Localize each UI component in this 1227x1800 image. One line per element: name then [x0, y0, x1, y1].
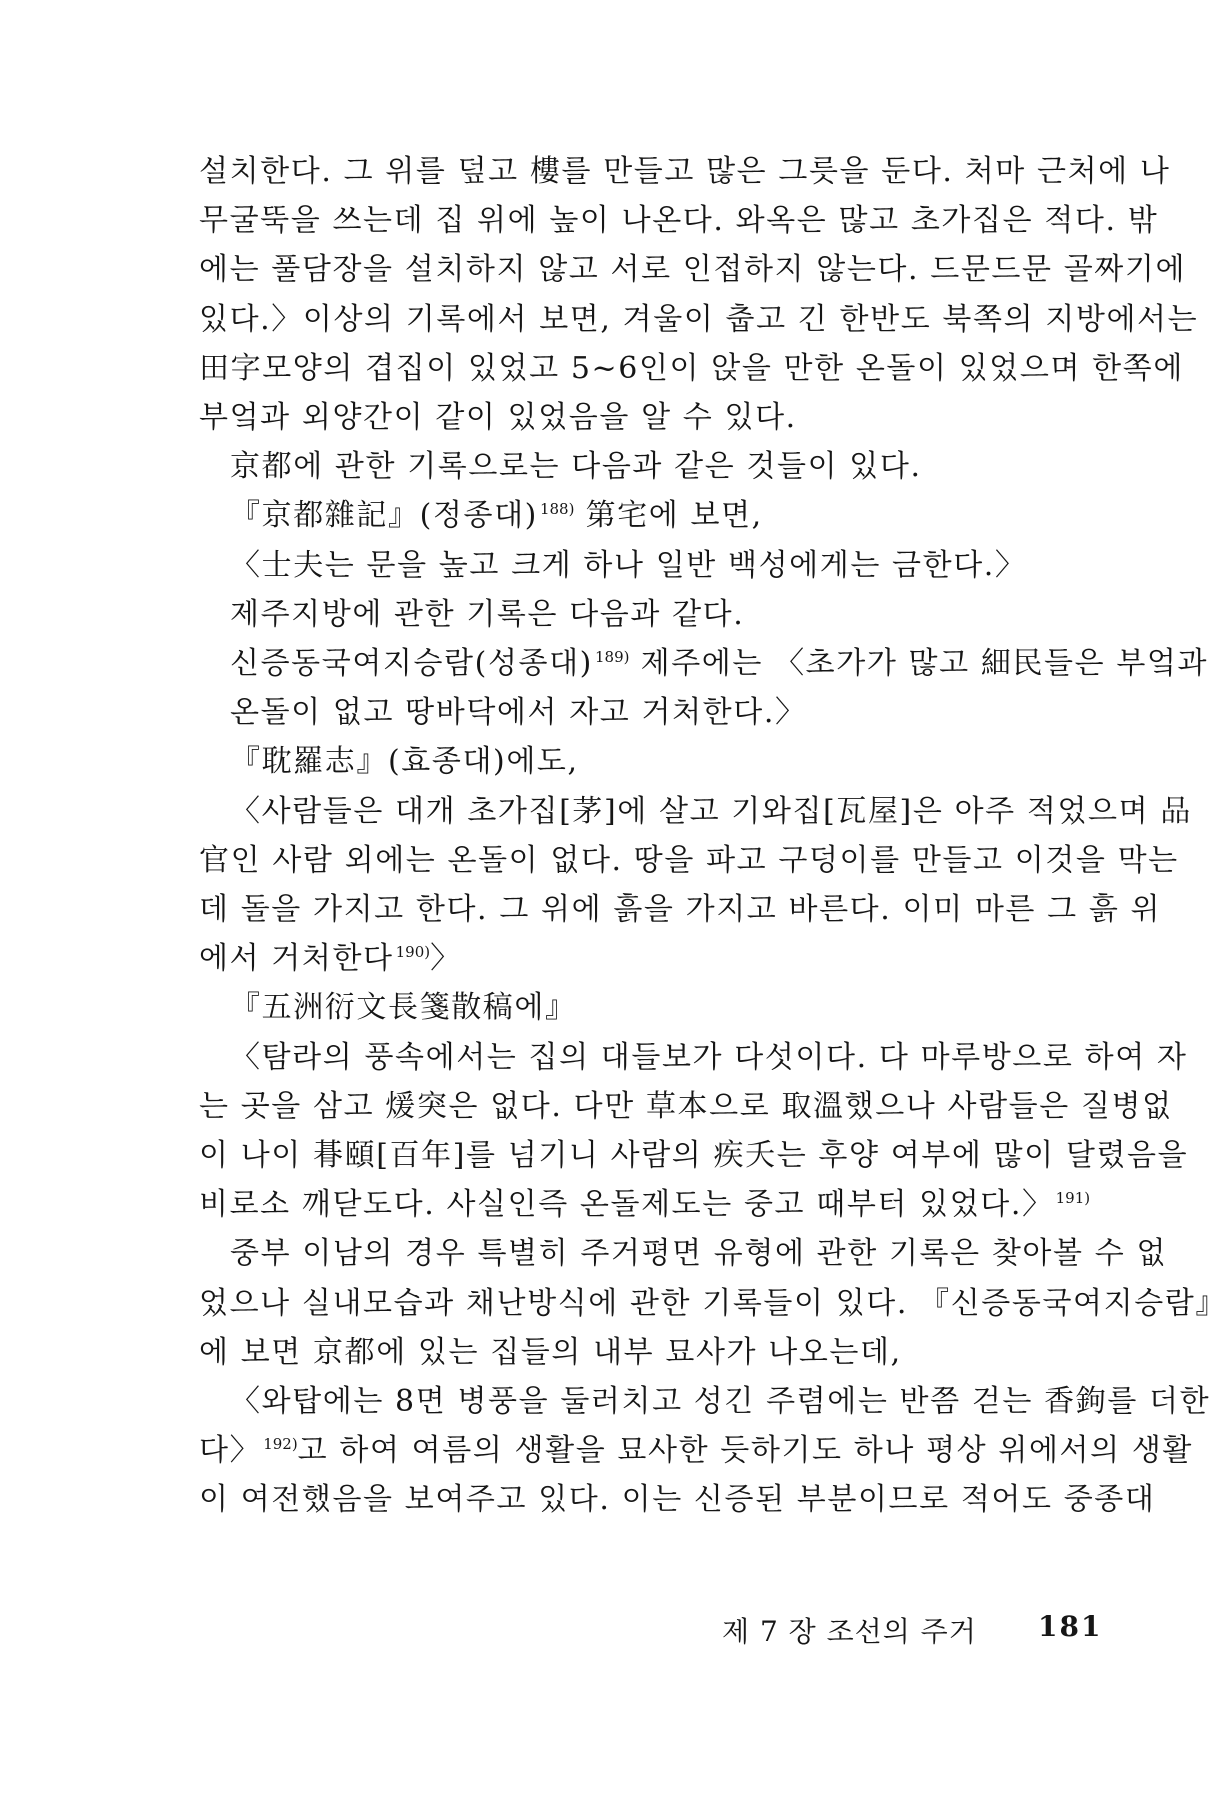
text-line: 이 여전했음을 보여주고 있다. 이는 신증된 부분이므로 적어도 중종대 [199, 1482, 1156, 1518]
body-text [199, 147, 1227, 1525]
text-line: 무굴뚝을 쓰는데 집 위에 높이 나온다. 와옥은 많고 초가집은 적다. 밖 [199, 203, 1159, 239]
text-line: 다〉 $^{192)}$고 하여 여름의 생활을 묘사한 듯하기도 하나 평상 위에서의 생활 [199, 1433, 1193, 1469]
text-line: 田字모양의 겹집이 있었고 5~6인이 앉을 만한 온돌이 있었으며 한쪽에 [199, 350, 1184, 386]
page-footer [722, 1610, 1103, 1650]
text-line: 에 보면 京都에 있는 집들의 내부 묘사가 나오는데, [199, 1334, 902, 1370]
text-line: 〈와탑에는 8면 병풍을 둘러치고 성긴 주렴에는 반쯤 걷는 香鉤를 더한 [230, 1384, 1211, 1420]
text-line: 온돌이 없고 땅바닥에서 자고 거처한다.〉 [230, 695, 807, 731]
footnote-ref: 188) [539, 500, 575, 519]
text-line: 에서 거처한다 $^{190)}$〉 [199, 941, 462, 977]
text-line: 중부 이남의 경우 특별히 주거평면 유형에 관한 기록은 찾아볼 수 없 [230, 1236, 1168, 1272]
text-line: 『京都雜記』(정종대) $^{188)}$ 第宅에 보면, [230, 498, 763, 534]
text-line: 었으나 실내모습과 채난방식에 관한 기록들이 있다. 『신증동국여지승람』 [199, 1285, 1227, 1321]
text-line: 『五洲衍文長箋散稿에』 [230, 990, 577, 1026]
text-line: 官인 사람 외에는 온돌이 없다. 땅을 파고 구덩이를 만들고 이것을 막는 [199, 842, 1179, 878]
text-line: 〈탐라의 풍속에서는 집의 대들보가 다섯이다. 다 마루방으로 하여 자 [230, 1039, 1188, 1075]
text-line: 있다.〉이상의 기록에서 보면, 겨울이 춥고 긴 한반도 북쪽의 지방에서는 [199, 301, 1199, 337]
text-line: 설치한다. 그 위를 덮고 樓를 만들고 많은 그릇을 둔다. 처마 근처에 나 [199, 154, 1171, 189]
text-line: 비로소 깨닫도다. 사실인즉 온돌제도는 중고 때부터 있었다.〉 $^{191)}$ [199, 1187, 1091, 1223]
text-line: 제주지방에 관한 기록은 다음과 같다. [230, 596, 745, 632]
text-line: 〈士夫는 문을 높고 크게 하나 일반 백성에게는 금한다.〉 [230, 547, 1027, 583]
text-line: 에는 풀담장을 설치하지 않고 서로 인접하지 않는다. 드문드문 골짜기에 [199, 252, 1187, 288]
text-line: 京都에 관한 기록으로는 다음과 같은 것들이 있다. [230, 449, 922, 485]
text-line: 이 나이 朞頤[百年]를 넘기니 사람의 疾夭는 후양 여부에 많이 달렸음을 [199, 1138, 1189, 1174]
text-line: 신증동국여지승람(성종대) $^{189)}$ 제주에는 〈초가가 많고 細民들은 부엌과 [230, 646, 1209, 682]
text-line: 『耽羅志』(효종대)에도, [230, 744, 579, 780]
text-line: 〈사람들은 대개 초가집[茅]에 살고 기와집[瓦屋]은 아주 적었으며 品 [230, 793, 1192, 829]
footnote-ref: 189) [595, 648, 630, 667]
footnote-ref: 190) [395, 943, 431, 962]
chapter-title: 제 7 장 조선의 주거 [722, 1615, 977, 1648]
text-line: 는 곳을 삼고 煖突은 없다. 다만 草本으로 取溫했으나 사람들은 질병없 [199, 1088, 1173, 1124]
page-number: 181 [1038, 1610, 1103, 1643]
footnote-ref: 191) [1055, 1189, 1091, 1208]
text-line: 데 돌을 가지고 한다. 그 위에 흙을 가지고 바른다. 이미 마른 그 흙 위 [199, 892, 1162, 928]
footnote-ref: 192) [263, 1435, 298, 1454]
text-line: 부엌과 외양간이 같이 있었음을 알 수 있다. [199, 400, 797, 436]
